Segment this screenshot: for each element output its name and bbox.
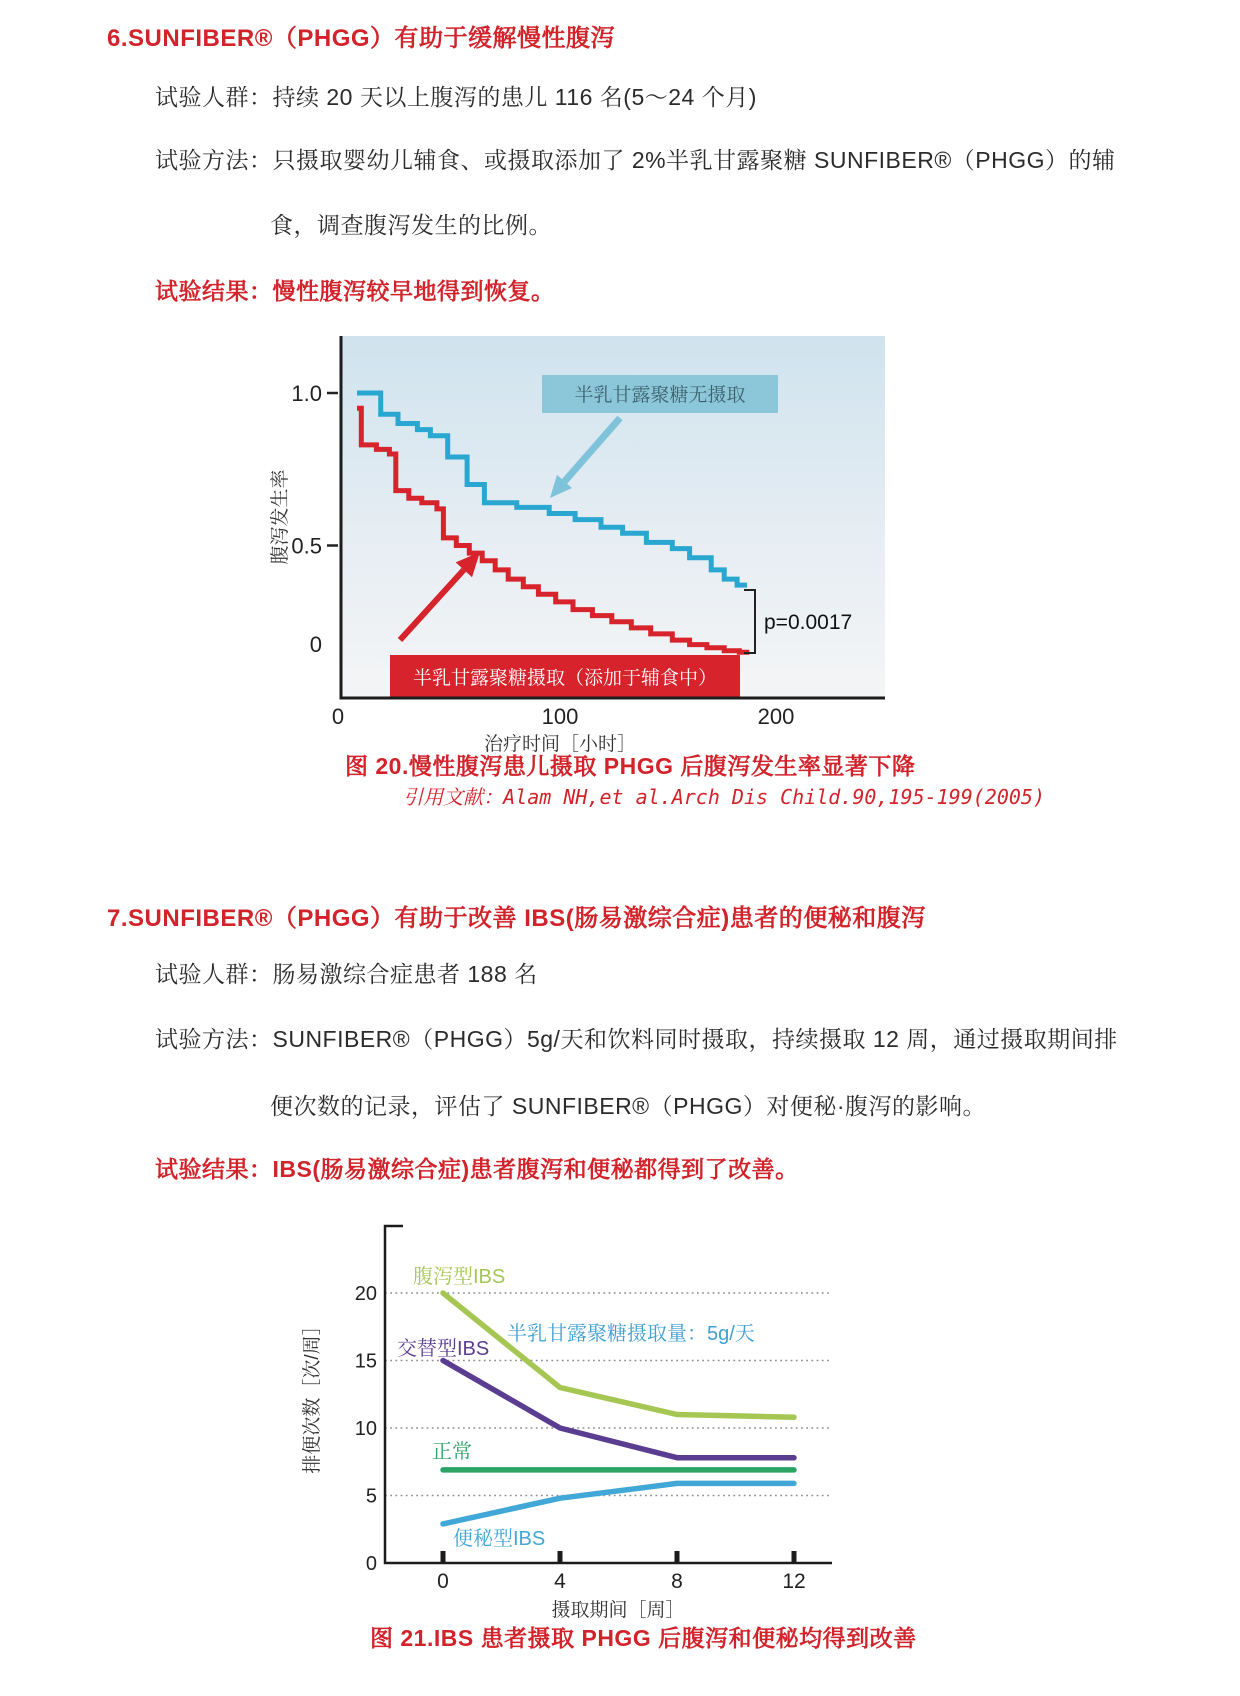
x-tick-label: 0	[331, 704, 345, 729]
x-axis-title: 摄取期间［周］	[551, 1600, 685, 1621]
y-tick-label: 0	[365, 1553, 377, 1575]
figure-21-chart	[280, 1180, 900, 1630]
intake-label-text: 半乳甘露聚糖摄取（添加于辅食中）	[412, 668, 718, 689]
y-tick-label: 0.5	[291, 533, 322, 559]
alternating-ibs-line	[443, 1361, 794, 1458]
s7-population-line	[155, 960, 538, 989]
y-tick-label: 15	[354, 1350, 377, 1373]
x-tick-label: 200	[757, 704, 795, 729]
s7-population-text: 肠易激综合症患者 188 名	[272, 961, 538, 987]
y-axis-title: 排便次数［次/周］	[302, 1316, 323, 1474]
s7-result-label: 试验结果：	[155, 1156, 273, 1182]
x-tick-label: 8	[671, 1570, 683, 1593]
constipation-ibs-line	[443, 1483, 794, 1524]
s7-method-line2: 便次数的记录，评估了 SUNFIBER®（PHGG）对便秘·腹泻的影响。	[270, 1093, 987, 1119]
figure-21-caption: 图 21.IBS 患者摄取 PHGG 后腹泻和便秘均得到改善	[370, 1625, 917, 1651]
y-tick-label: 0	[309, 632, 322, 657]
y-tick-label: 1.0	[291, 381, 322, 406]
s6-result-text: 慢性腹泻较早地得到恢复。	[272, 278, 555, 304]
normal-label: 正常	[432, 1441, 472, 1463]
s7-result-text: IBS(肠易激综合症)患者腹泻和便秘都得到了改善。	[272, 1156, 799, 1182]
alternating-ibs-label: 交替型IBS	[397, 1338, 490, 1360]
diarrhea-ibs-label: 腹泻型IBS	[413, 1266, 506, 1288]
s6-result-label: 试验结果：	[155, 278, 273, 304]
s7-method-text1: SUNFIBER®（PHGG）5g/天和饮料同时摄取，持续摄取 12 周，通过摄取期间排	[272, 1026, 1118, 1052]
s6-method-line1	[155, 146, 1116, 175]
x-tick-label: 100	[541, 704, 579, 729]
x-axis-title: 治疗时间［小时］	[483, 734, 637, 755]
figure-20-citation: 引用文献：Alam NH,et al.Arch Dis Child.90,195-199(2005)	[403, 785, 1045, 809]
s6-method-label: 试验方法：	[155, 147, 273, 173]
s7-method-line1	[155, 1025, 1118, 1054]
y-tick-label: 5	[365, 1485, 377, 1508]
figure-20-chart	[250, 300, 910, 758]
y-tick-label: 10	[354, 1418, 377, 1440]
x-tick-label: 4	[554, 1570, 566, 1593]
y-axis-title: 腹泻发生率	[270, 469, 291, 565]
x-tick-label: 12	[782, 1570, 806, 1593]
s7-method-label: 试验方法：	[155, 1026, 273, 1052]
section6-title: 6.SUNFIBER®（PHGG）有助于缓解慢性腹泻	[107, 25, 616, 52]
figure-20-caption: 图 20.慢性腹泻患儿摄取 PHGG 后腹泻发生率显著下降	[345, 753, 916, 779]
y-tick-label: 20	[354, 1283, 377, 1305]
s6-method-line2: 食，调查腹泻发生的比例。	[270, 212, 552, 238]
s6-method-text1: 只摄取婴幼儿辅食、或摄取添加了 2%半乳甘露聚糖 SUNFIBER®（PHGG）的辅	[272, 147, 1116, 173]
s6-population-label: 试验人群：	[155, 84, 273, 110]
constipation-ibs-label: 便秘型IBS	[453, 1528, 546, 1550]
s7-population-label: 试验人群：	[155, 961, 273, 987]
dose-annotation: 半乳甘露聚糖摄取量：5g/天	[507, 1323, 755, 1345]
x-tick-label: 0	[437, 1570, 449, 1593]
s6-population-line	[155, 83, 757, 112]
section7-title: 7.SUNFIBER®（PHGG）有助于改善 IBS(肠易激综合症)患者的便秘和腹泻	[107, 905, 926, 932]
diarrhea-ibs-line	[443, 1293, 794, 1417]
s6-population-text: 持续 20 天以上腹泻的患儿 116 名(5～24 个月)	[272, 84, 757, 110]
p-value-label: p=0.0017	[764, 611, 853, 634]
no-intake-label-text: 半乳甘露聚糖无摄取	[574, 385, 746, 406]
